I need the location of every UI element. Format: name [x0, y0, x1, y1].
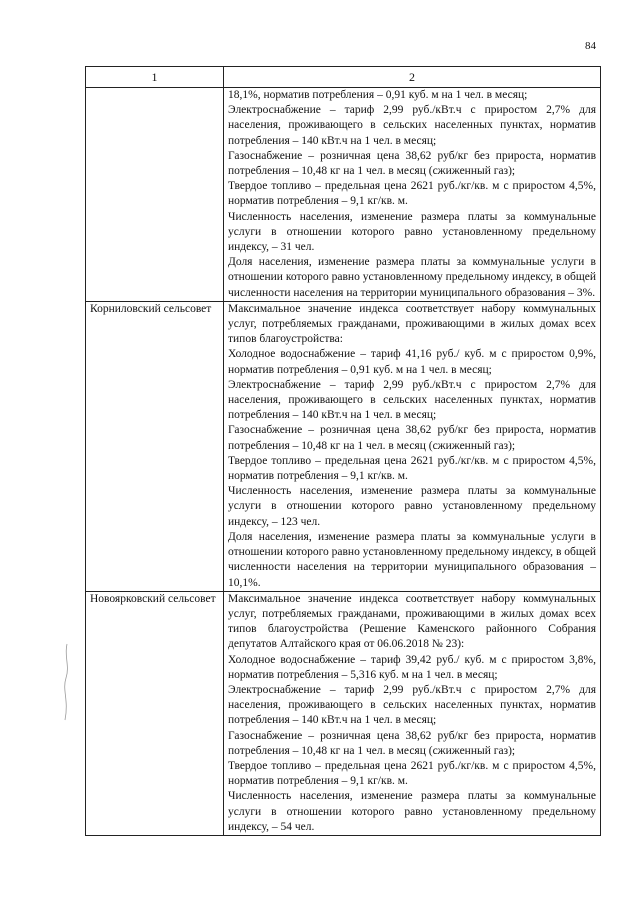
paragraph: Твердое топливо – предельная цена 2621 руб./кг/кв. м с приростом 4,5%, норматив потребления – 9,1 кг/кв. м.: [228, 180, 596, 208]
indicator-description: [224, 591, 601, 835]
indicator-description: [224, 88, 601, 302]
indicator-description: [224, 301, 601, 591]
paragraph: Газоснабжение – розничная цена 38,62 руб/кг без прироста, норматив потребления – 10,48 кг на 1 чел. в месяц (сжиженный газ);: [228, 424, 596, 452]
margin-pen-mark: [60, 642, 74, 722]
paragraph: Численность населения, изменение размера платы за коммунальные услуги в отношении которого равно установленному предельному индексу, – 31 чел.: [228, 210, 596, 254]
page-number: 84: [585, 40, 596, 52]
paragraph: Электроснабжение – тариф 2,99 руб./кВт.ч с приростом 2,7% для населения, проживающего в сельских населенных пунктах, норматив потребления – 140 кВт.ч на 1 чел. в месяц;: [228, 104, 596, 147]
paragraph: 18,1%, норматив потребления – 0,91 куб. м на 1 чел. в месяц;: [228, 89, 528, 101]
table-row: [86, 88, 601, 302]
table-header-row: [86, 67, 601, 88]
paragraph: Численность населения, изменение размера платы за коммунальные услуги в отношении которого равно установленному предельному индексу, – 54 чел.: [228, 790, 596, 833]
column-header-1: 1: [86, 67, 224, 88]
paragraph: Максимальное значение индекса соответствует набору коммунальных услуг, потребляемых гражданами, проживающими в жилых домах всех типов благоустройства:: [228, 302, 596, 346]
municipality-name: [86, 88, 224, 302]
table-row: [86, 591, 601, 835]
data-table: [85, 66, 601, 836]
paragraph: Доля населения, изменение размера платы за коммунальные услуги в отношении которого равно установленному предельному индексу, в общей численности населения на территории муниципального образования – 3%.: [228, 256, 596, 299]
paragraph: Численность населения, изменение размера платы за коммунальные услуги в отношении которого равно установленному предельному индексу, – 123 чел.: [228, 485, 596, 528]
municipality-name: Новоярковский сельсовет: [86, 591, 224, 835]
paragraph: Газоснабжение – розничная цена 38,62 руб/кг без прироста, норматив потребления – 10,48 кг на 1 чел. в месяц (сжиженный газ);: [228, 729, 596, 757]
paragraph: Газоснабжение – розничная цена 38,62 руб/кг без прироста, норматив потребления – 10,48 кг на 1 чел. в месяц (сжиженный газ);: [228, 149, 596, 178]
paragraph: Твердое топливо – предельная цена 2621 руб./кг/кв. м с приростом 4,5%, норматив потребления – 9,1 кг/кв. м.: [228, 454, 596, 483]
paragraph: Доля населения, изменение размера платы за коммунальные услуги в отношении которого равно установленному предельному индексу, в общей численности населения на территории муниципального образования – 10,1%.: [228, 530, 596, 589]
column-header-2: 2: [224, 67, 601, 88]
paragraph: Максимальное значение индекса соответствует набору коммунальных услуг, потребляемых гражданами, проживающими в жилых домах всех типов благоустройства (Решение Каменского районного Собрания депутатов Алтайского края от 06.06.2018 № 23):: [228, 592, 596, 651]
municipality-name: Корниловский сельсовет: [86, 301, 224, 591]
paragraph: Электроснабжение – тариф 2,99 руб./кВт.ч с приростом 2,7% для населения, проживающего в сельских населенных пунктах, норматив потребления – 140 кВт.ч на 1 чел. в месяц;: [228, 683, 596, 727]
paragraph: Холодное водоснабжение – тариф 41,16 руб./ куб. м с приростом 0,9%, норматив потребления – 0,91 куб. м на 1 чел. в месяц;: [228, 348, 596, 376]
paragraph: Холодное водоснабжение – тариф 39,42 руб./ куб. м с приростом 3,8%, норматив потребления – 5,316 куб. м на 1 чел. в месяц;: [228, 653, 596, 681]
paragraph: Электроснабжение – тариф 2,99 руб./кВт.ч с приростом 2,7% для населения, проживающего в сельских населенных пунктах, норматив потребления – 140 кВт.ч на 1 чел. в месяц;: [228, 378, 596, 422]
paragraph: Твердое топливо – предельная цена 2621 руб./кг/кв. м с приростом 4,5%, норматив потребления – 9,1 кг/кв. м.: [228, 759, 596, 788]
table-row: [86, 301, 601, 591]
